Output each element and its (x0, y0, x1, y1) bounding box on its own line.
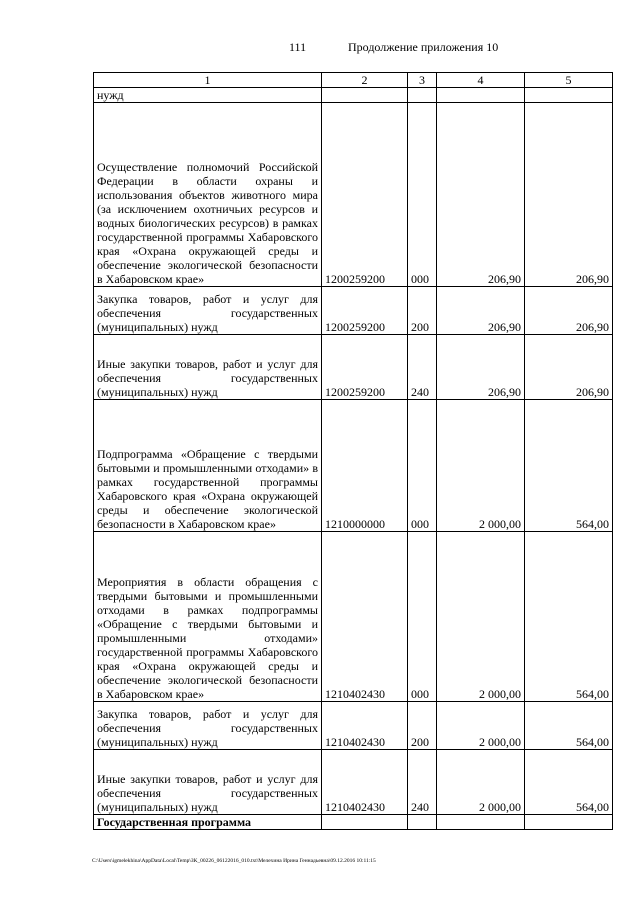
row-csr-cell: 1210402430 (322, 532, 408, 702)
table-row (94, 287, 613, 335)
row-vr-cell (408, 815, 437, 830)
row-name-cell: Иные закупки товаров, работ и услуг для обеспечения государственных (муниципальных) нужд (94, 335, 322, 400)
row-sum-2017-cell: 206,90 (437, 287, 525, 335)
row-csr-cell (322, 88, 408, 103)
table-row (94, 400, 613, 532)
table-row (94, 532, 613, 702)
column-header: 3 (408, 73, 437, 88)
row-csr-cell: 1200259200 (322, 287, 408, 335)
appendix-title: Продолжение приложения 10 (348, 40, 499, 54)
row-name-cell: Осуществление полномочий Российской Федерации в области охраны и использования объектов животного мира (за исключением охотничьих ресурсов и водных биологических ресурсов) в рамках государственной программы Хабаровского края «Охрана окружающей среды и обеспечение экологической безопасности в Хабаровском крае» (94, 103, 322, 287)
row-sum-2017-cell: 2 000,00 (437, 532, 525, 702)
table-row (94, 103, 613, 287)
table-header-row (94, 73, 613, 88)
table-row (94, 702, 613, 750)
row-sum-2018-cell: 564,00 (525, 750, 613, 815)
row-csr-cell: 1210402430 (322, 750, 408, 815)
row-sum-2018-cell (525, 88, 613, 103)
row-vr-cell (408, 88, 437, 103)
row-name-cell: нужд (94, 88, 322, 103)
row-name-cell: Закупка товаров, работ и услуг для обеспечения государственных (муниципальных) нужд (94, 287, 322, 335)
row-name-cell: Иные закупки товаров, работ и услуг для обеспечения государственных (муниципальных) нужд (94, 750, 322, 815)
row-csr-cell (322, 815, 408, 830)
row-sum-2018-cell: 206,90 (525, 335, 613, 400)
row-name-cell: Подпрограмма «Обращение с твердыми бытовыми и промышленными отходами» в рамках государственной программы Хабаровского края «Охрана окружающей среды и обеспечение экологической безопасности в Хабаровском крае» (94, 400, 322, 532)
row-sum-2017-cell: 206,90 (437, 335, 525, 400)
row-vr-cell: 000 (408, 103, 437, 287)
page-number: 111 (289, 40, 307, 54)
row-csr-cell: 1200259200 (322, 103, 408, 287)
row-name-cell: Закупка товаров, работ и услуг для обеспечения государственных (муниципальных) нужд (94, 702, 322, 750)
row-sum-2017-cell: 2 000,00 (437, 750, 525, 815)
row-vr-cell: 240 (408, 750, 437, 815)
table-row (94, 335, 613, 400)
row-sum-2018-cell (525, 815, 613, 830)
row-sum-2017-cell: 2 000,00 (437, 702, 525, 750)
row-vr-cell: 200 (408, 287, 437, 335)
column-header: 2 (322, 73, 408, 88)
row-csr-cell: 1210000000 (322, 400, 408, 532)
row-sum-2017-cell: 206,90 (437, 103, 525, 287)
column-header: 1 (94, 73, 322, 88)
row-sum-2018-cell: 206,90 (525, 103, 613, 287)
row-sum-2018-cell: 564,00 (525, 532, 613, 702)
table-row (94, 815, 613, 830)
row-csr-cell: 1210402430 (322, 702, 408, 750)
footer-path: C:\Users\igmelekhina\AppData\Local\Temp\ЗК_00226_06122016_010.txt\Мелехина Ирина Геннадьевна\09.12.2016 10:11:15 (92, 858, 376, 864)
column-header: 4 (437, 73, 525, 88)
table-body (94, 88, 613, 830)
budget-table (93, 72, 613, 830)
row-vr-cell: 240 (408, 335, 437, 400)
row-sum-2017-cell: 2 000,00 (437, 400, 525, 532)
row-vr-cell: 200 (408, 702, 437, 750)
row-sum-2018-cell: 206,90 (525, 287, 613, 335)
column-header: 5 (525, 73, 613, 88)
row-name-cell: Мероприятия в области обращения с твердыми бытовыми и промышленными отходами в рамках подпрограммы «Обращение с твердыми бытовыми и промышленными отходами» государственной программы Хабаровского края «Охрана окружающей среды и обеспечение экологической безопасности в Хабаровском крае» (94, 532, 322, 702)
row-sum-2017-cell (437, 815, 525, 830)
row-csr-cell: 1200259200 (322, 335, 408, 400)
row-sum-2018-cell: 564,00 (525, 702, 613, 750)
table-row (94, 88, 613, 103)
row-name-cell: Государственная программа (94, 815, 322, 830)
row-sum-2018-cell: 564,00 (525, 400, 613, 532)
page-header (0, 40, 640, 56)
row-vr-cell: 000 (408, 400, 437, 532)
table-row (94, 750, 613, 815)
row-sum-2017-cell (437, 88, 525, 103)
row-vr-cell: 000 (408, 532, 437, 702)
